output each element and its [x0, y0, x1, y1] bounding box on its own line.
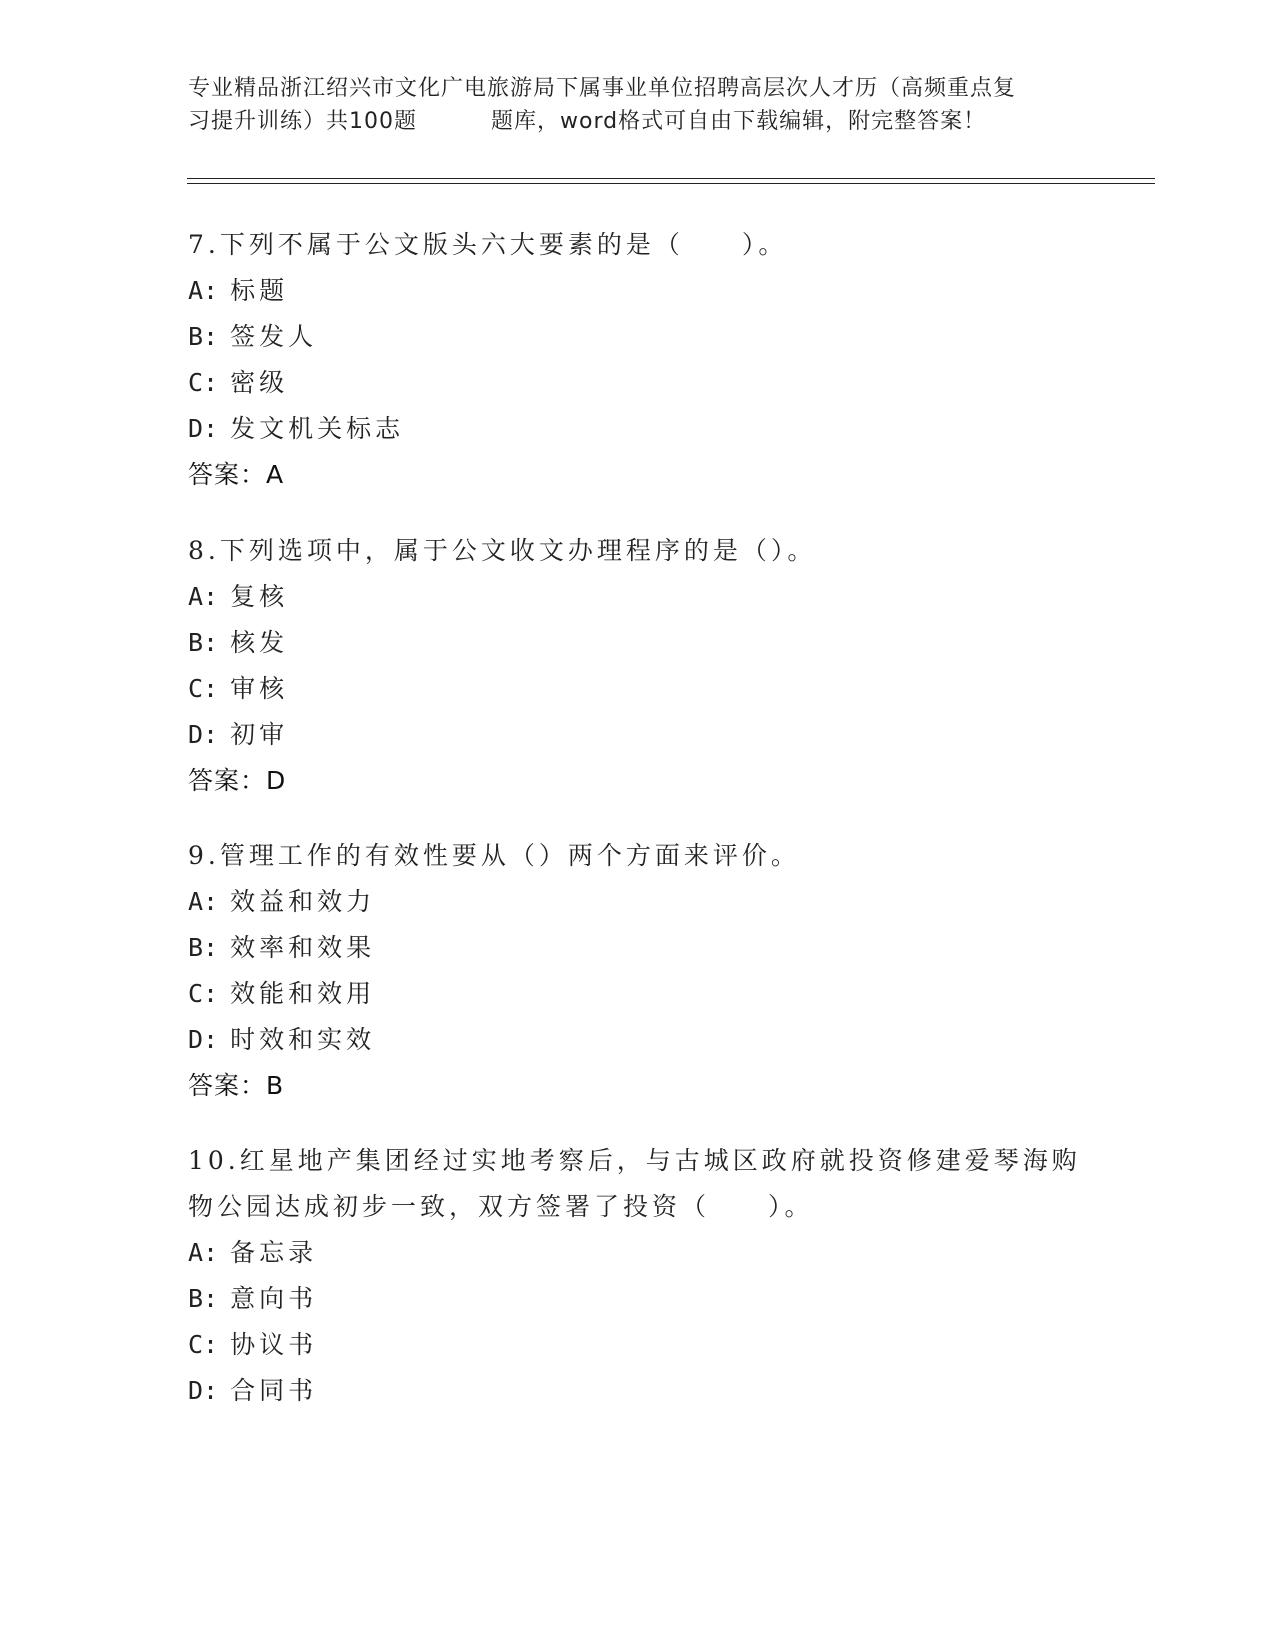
question-7	[188, 222, 1088, 498]
option-letter: A:	[188, 887, 219, 916]
document-header	[188, 72, 1088, 138]
question-stem: 9.管理工作的有效性要从（）两个方面来评价。	[188, 841, 800, 870]
option-c	[188, 1322, 1088, 1368]
option-a	[188, 268, 1088, 314]
option-text: 标题	[230, 276, 289, 305]
question-stem-line-2: 物公园达成初步一致，双方签署了投资（ ）。	[188, 1192, 814, 1221]
option-text: 初审	[230, 720, 289, 749]
option-text: 签发人	[230, 322, 318, 351]
question-stem: 8.下列选项中，属于公文收文办理程序的是（）。	[188, 536, 817, 565]
header-title-line-2-part-b: 题库，word格式可自由下载编辑，附完整答案！	[491, 109, 987, 134]
option-letter: D:	[188, 1376, 219, 1405]
question-10	[188, 1138, 1088, 1414]
option-text: 效益和效力	[230, 887, 376, 916]
option-text: 时效和实效	[230, 1025, 376, 1054]
option-b	[188, 620, 1088, 666]
option-letter: D:	[188, 1025, 219, 1054]
option-text: 协议书	[230, 1330, 318, 1359]
option-a	[188, 879, 1088, 925]
option-a	[188, 1230, 1088, 1276]
option-letter: A:	[188, 582, 219, 611]
header-title-line-2-part-a: 习提升训练）共100题	[188, 109, 417, 134]
option-text: 效率和效果	[230, 933, 376, 962]
option-text: 复核	[230, 582, 289, 611]
question-stem-line-1: 10.红星地产集团经过实地考察后，与古城区政府就投资修建爱琴海购	[188, 1146, 1081, 1175]
header-title-line-1: 专业精品浙江绍兴市文化广电旅游局下属事业单位招聘高层次人才历（高频重点复	[188, 76, 1017, 101]
option-text: 备忘录	[230, 1238, 318, 1267]
option-letter: B:	[188, 322, 219, 351]
option-letter: C:	[188, 1330, 219, 1359]
option-letter: B:	[188, 1284, 219, 1313]
option-letter: C:	[188, 674, 219, 703]
option-text: 核发	[230, 628, 289, 657]
option-b	[188, 925, 1088, 971]
option-letter: A:	[188, 1238, 219, 1267]
option-c	[188, 666, 1088, 712]
header-title-line-2	[188, 105, 1088, 138]
option-a	[188, 574, 1088, 620]
option-letter: D:	[188, 414, 219, 443]
option-text: 发文机关标志	[230, 414, 405, 443]
option-c	[188, 971, 1088, 1017]
question-9	[188, 833, 1088, 1109]
option-letter: B:	[188, 628, 219, 657]
answer-line: 答案：B	[188, 1071, 285, 1100]
option-d	[188, 712, 1088, 758]
option-d	[188, 1368, 1088, 1414]
option-letter: B:	[188, 933, 219, 962]
option-b	[188, 1276, 1088, 1322]
option-text: 密级	[230, 368, 289, 397]
answer-line: 答案：A	[188, 460, 285, 489]
option-letter: C:	[188, 368, 219, 397]
option-text: 效能和效用	[230, 979, 376, 1008]
option-d	[188, 406, 1088, 452]
option-text: 审核	[230, 674, 289, 703]
answer-line: 答案：D	[188, 766, 287, 795]
question-8	[188, 528, 1088, 804]
option-text: 合同书	[230, 1376, 318, 1405]
option-letter: C:	[188, 979, 219, 1008]
option-c	[188, 360, 1088, 406]
option-letter: D:	[188, 720, 219, 749]
header-divider-bottom	[187, 183, 1155, 184]
option-letter: A:	[188, 276, 219, 305]
option-text: 意向书	[230, 1284, 318, 1313]
option-b	[188, 314, 1088, 360]
option-d	[188, 1017, 1088, 1063]
question-stem: 7.下列不属于公文版头六大要素的是（ ）。	[188, 230, 788, 259]
header-divider-top	[187, 178, 1155, 179]
